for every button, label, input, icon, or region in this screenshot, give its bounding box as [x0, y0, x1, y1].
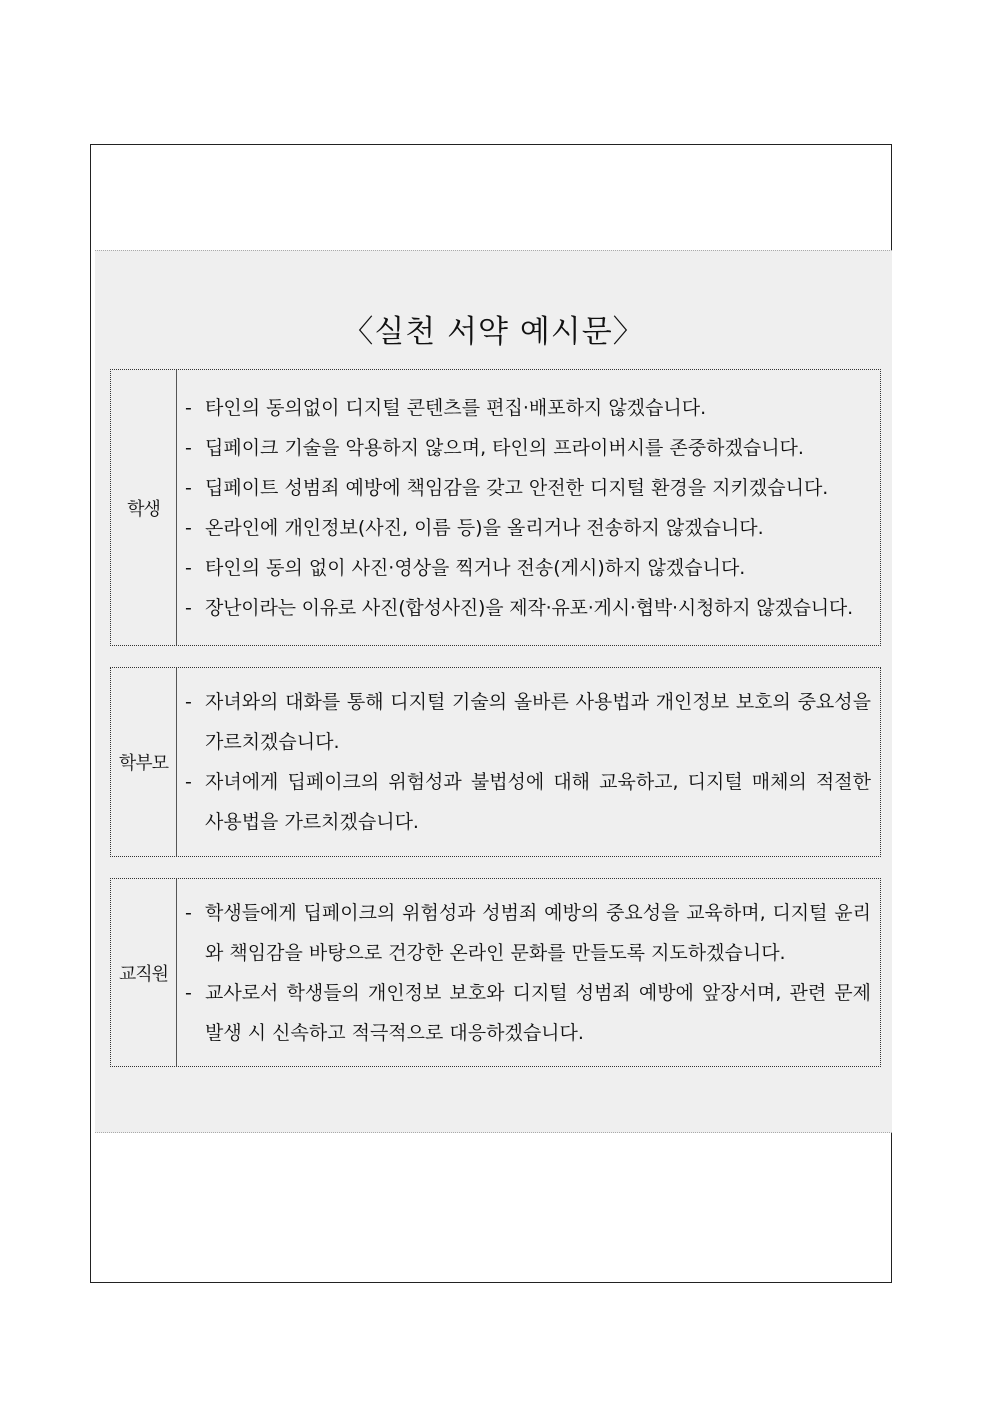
item-text: 타인의 동의없이 디지털 콘텐츠를 편집·배포하지 않겠습니다.: [205, 396, 707, 419]
item-text: 장난이라는 이유로 사진(합성사진)을 제작·유포·게시·협박·시청하지 않겠습니다.: [205, 596, 853, 619]
list-item: [185, 762, 871, 842]
section-content-staff: [177, 879, 880, 1066]
item-text: 타인의 동의 없이 사진·영상을 찍거나 전송(게시)하지 않겠습니다.: [205, 556, 746, 579]
item-text: 교사로서 학생들의 개인정보 보호와 디지털 성범죄 예방에 앞장서며, 관련 문제 발생 시 신속하고 적극적으로 대응하겠습니다.: [205, 981, 871, 1044]
list-item: [185, 588, 871, 628]
list-item: [185, 508, 871, 548]
dash-bullet: -: [185, 981, 192, 1004]
section-parent: [110, 667, 881, 857]
item-text: 온라인에 개인정보(사진, 이름 등)을 올리거나 전송하지 않겠습니다.: [205, 516, 764, 539]
dash-bullet: -: [185, 516, 192, 539]
section-student: [110, 369, 881, 646]
dash-bullet: -: [185, 771, 192, 793]
dash-bullet: -: [185, 691, 192, 713]
dash-bullet: -: [185, 556, 192, 579]
item-text: 자녀와의 대화를 통해 디지털 기술의 올바른 사용법과 개인정보 보호의 중요성을 가르치겠습니다.: [205, 691, 871, 753]
item-text: 자녀에게 딥페이크의 위험성과 불법성에 대해 교육하고, 디지털 매체의 적절한 사용법을 가르치겠습니다.: [205, 771, 871, 833]
item-text: 딥페이트 성범죄 예방에 책임감을 갖고 안전한 디지털 환경을 지키겠습니다.: [205, 476, 829, 499]
list-item: [185, 548, 871, 588]
section-content-parent: [177, 668, 880, 856]
section-label-parent: 학부모: [111, 668, 177, 856]
section-content-student: [177, 370, 880, 645]
list-item: [185, 973, 871, 1053]
list-item: [185, 468, 871, 508]
dash-bullet: -: [185, 476, 192, 499]
section-label-student: 학생: [111, 370, 177, 645]
item-text: 학생들에게 딥페이크의 위험성과 성범죄 예방의 중요성을 교육하며, 디지털 윤리와 책임감을 바탕으로 건강한 온라인 문화를 만들도록 지도하겠습니다.: [205, 901, 871, 964]
list-item: [185, 388, 871, 428]
list-item: [185, 428, 871, 468]
dash-bullet: -: [185, 901, 192, 924]
dash-bullet: -: [185, 396, 192, 419]
dash-bullet: -: [185, 436, 192, 459]
section-staff: [110, 878, 881, 1067]
dash-bullet: -: [185, 596, 192, 619]
list-item: [185, 682, 871, 762]
page-title: 〈실천 서약 예시문〉: [342, 314, 645, 350]
section-label-staff: 교직원: [111, 879, 177, 1066]
item-text: 딥페이크 기술을 악용하지 않으며, 타인의 프라이버시를 존중하겠습니다.: [205, 436, 804, 459]
list-item: [185, 893, 871, 973]
